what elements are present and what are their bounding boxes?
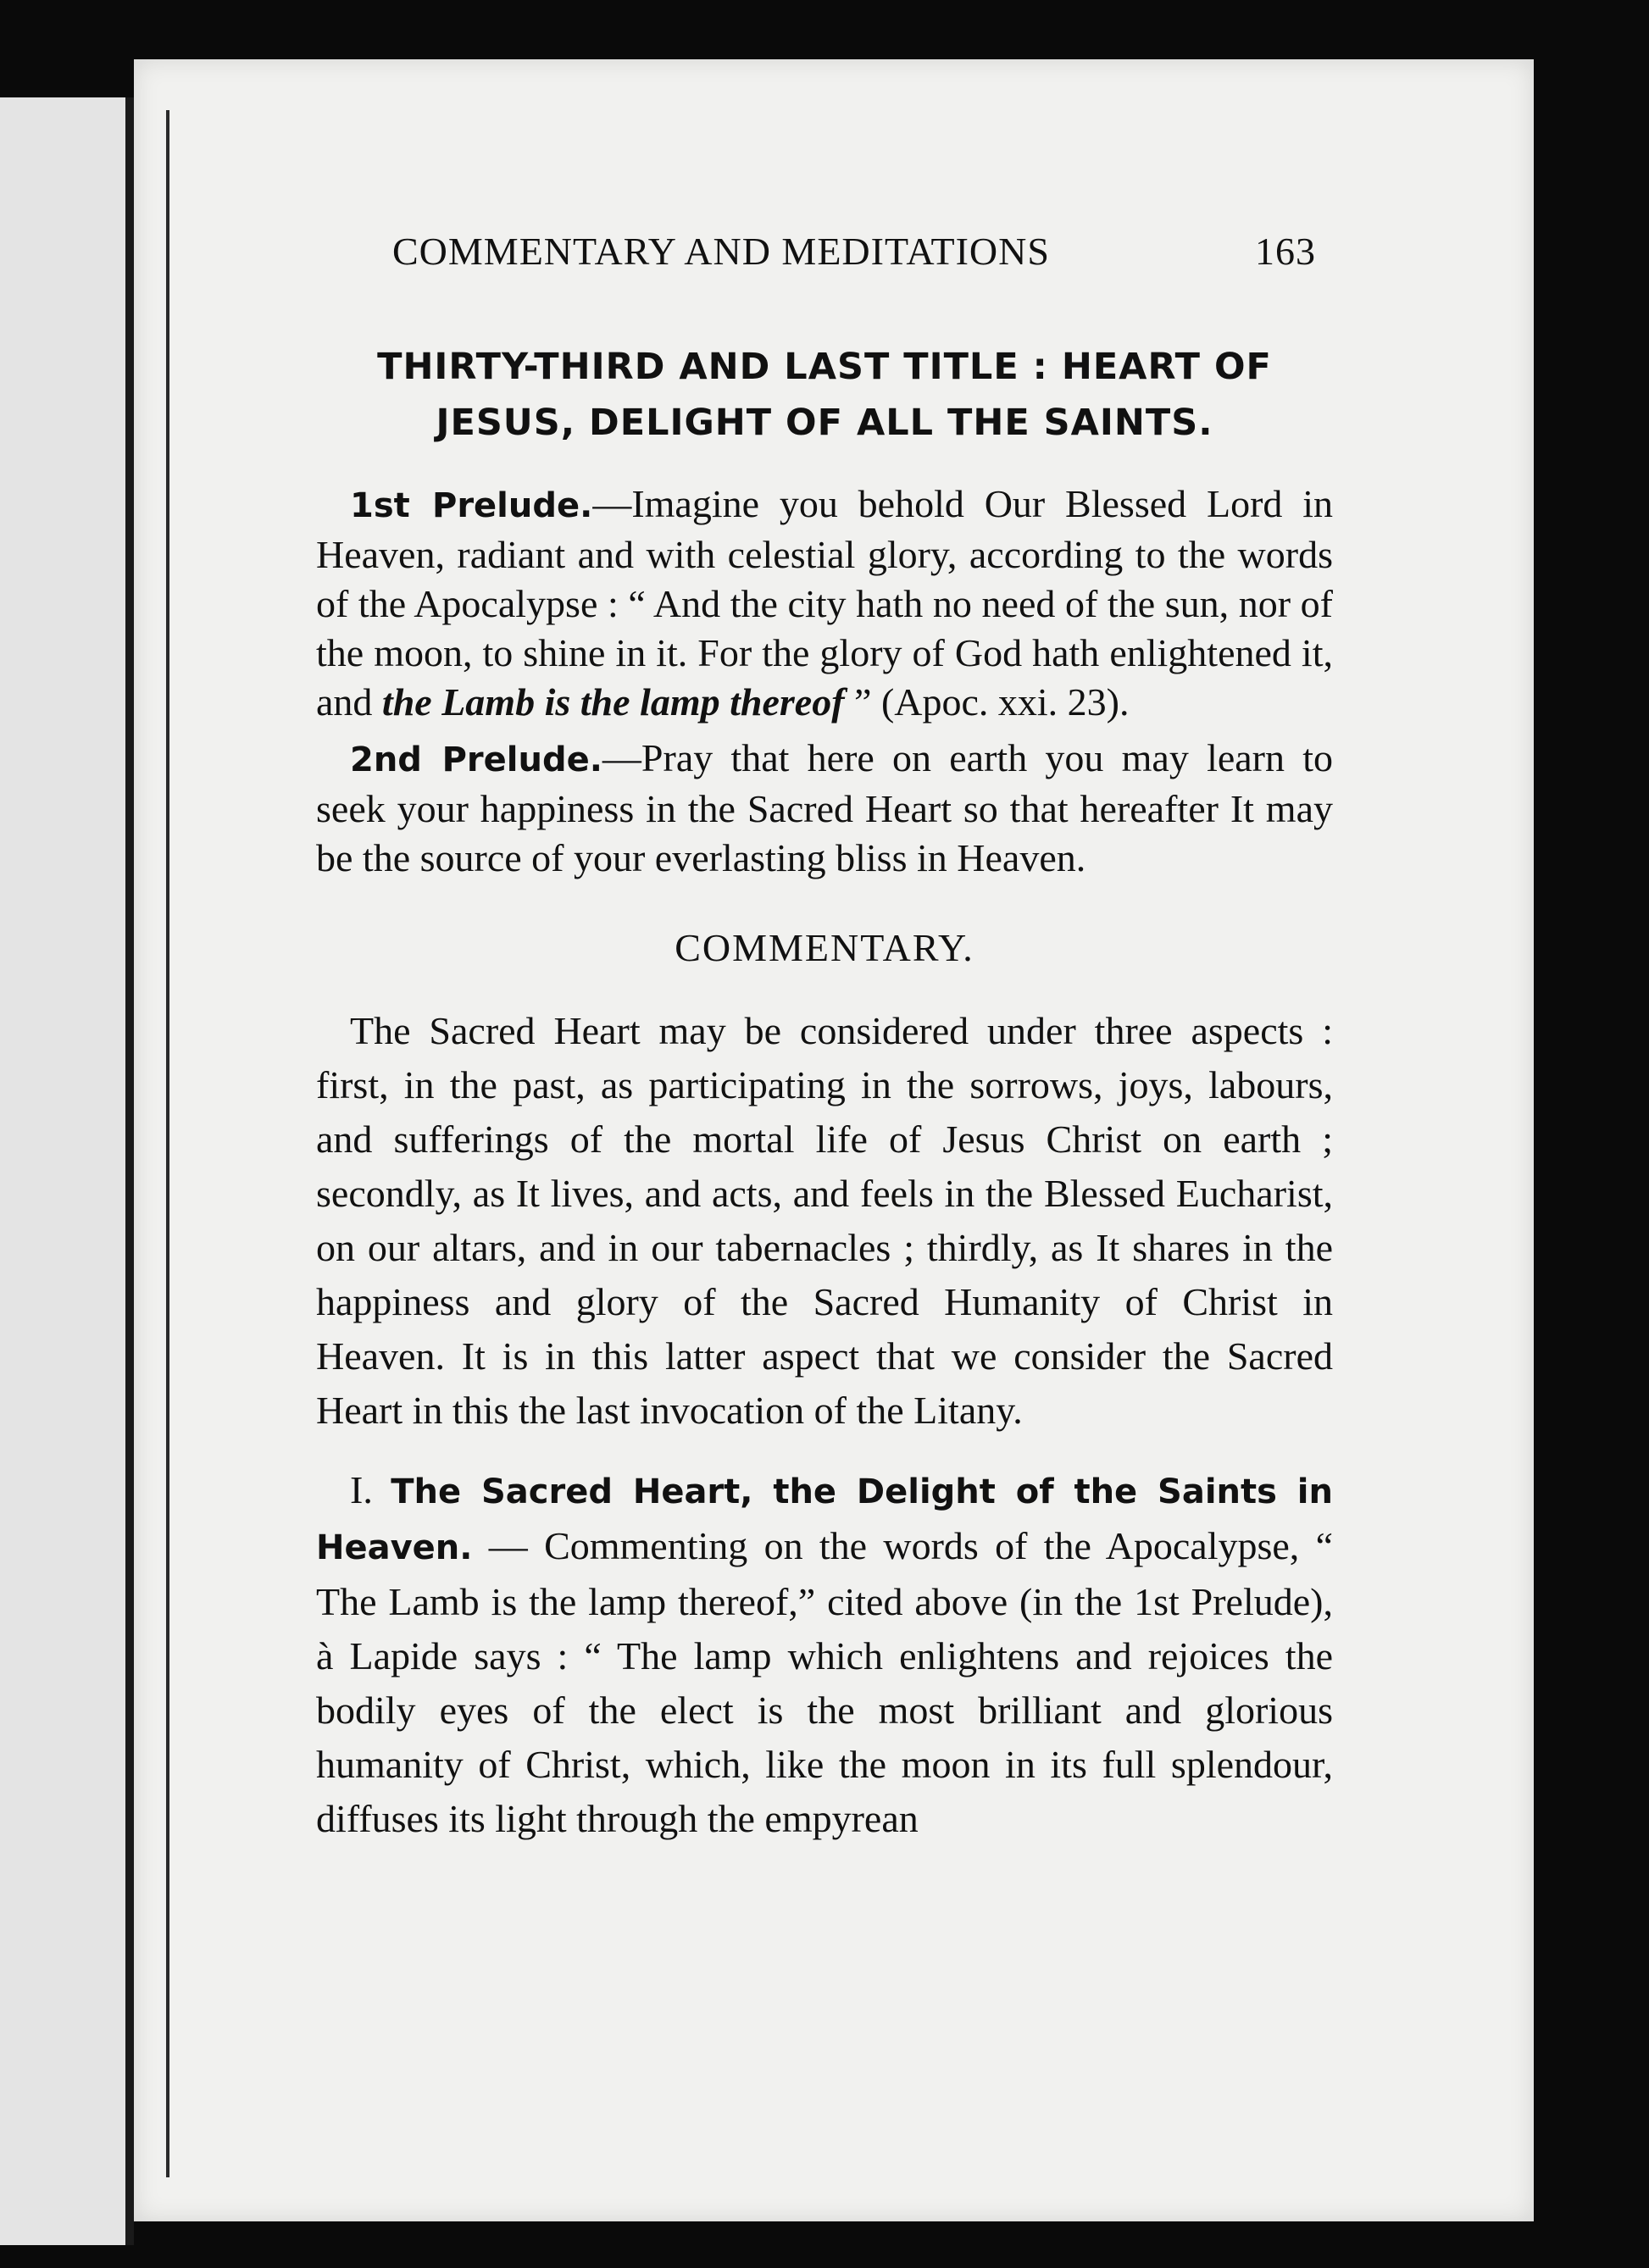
- chapter-title: [316, 339, 1333, 451]
- point-one-text: — Commenting on the words of the Apocalypse, “ The Lamb is the lamp thereof,” cited above (in the 1st Prelude), à Lapide says : “ The lamp which enlightens and rejoices the bodily eyes of the elect is the most brilliant and glorious humanity of Christ, which, like the moon in its full splendour, diffuses its light through the empyrean: [316, 1524, 1333, 1840]
- chapter-title-line-2: JESUS, DELIGHT OF ALL THE SAINTS.: [436, 402, 1213, 444]
- first-prelude: [316, 480, 1333, 727]
- page-number: 163: [1255, 230, 1316, 273]
- commentary-paragraph: The Sacred Heart may be considered under three aspects : first, in the past, as participating in the sorrows, joys, labours, and sufferings of the mortal life of Jesus Christ on earth ; secondly, as It lives, and acts, and feels in the Blessed Eucharist, on our altars, and in our tabernacles ; thirdly, as It shares in the happiness and glory of the Sacred Humanity of Christ in Heaven. It is in this latter aspect that we consider the Sacred Heart in this the last invocation of the Litany.: [316, 1009, 1333, 1432]
- second-prelude: [316, 734, 1333, 883]
- first-prelude-italic: the Lamb is the lamp thereof: [381, 680, 845, 724]
- second-prelude-lead: 2nd Prelude.: [350, 740, 602, 779]
- page-content: [316, 229, 1333, 1846]
- first-prelude-lead: 1st Prelude.: [350, 486, 593, 525]
- first-prelude-citation: ” (Apoc. xxi. 23).: [844, 680, 1130, 724]
- first-prelude-text: —Imagine you behold Our Blessed Lord in Heaven, radiant and with celestial glory, according to the words of the Apocalypse : “ And the city hath no need of the sun, nor of the moon, to shine in it. For the glory of God hath enlightened it, and: [316, 482, 1333, 724]
- point-one-number: I.: [350, 1468, 373, 1511]
- point-one-lead: The Sacred Heart, the Delight of the Saints in Heaven.: [316, 1472, 1333, 1567]
- running-head-title: COMMENTARY AND MEDITATIONS: [392, 230, 1050, 273]
- second-prelude-text: —Pray that here on earth you may learn to seek your happiness in the Sacred Heart so that hereafter It may be the source of your everlasting bliss in Heaven.: [316, 736, 1334, 879]
- book-page: [134, 59, 1534, 2221]
- point-one: [316, 1463, 1333, 1846]
- commentary-heading: COMMENTARY.: [675, 926, 974, 969]
- facing-page-edge: [0, 97, 134, 2245]
- gutter-shadow: [166, 110, 169, 2177]
- chapter-title-line-1: THIRTY-THIRD AND LAST TITLE : HEART OF: [377, 346, 1272, 388]
- running-head: [392, 229, 1316, 305]
